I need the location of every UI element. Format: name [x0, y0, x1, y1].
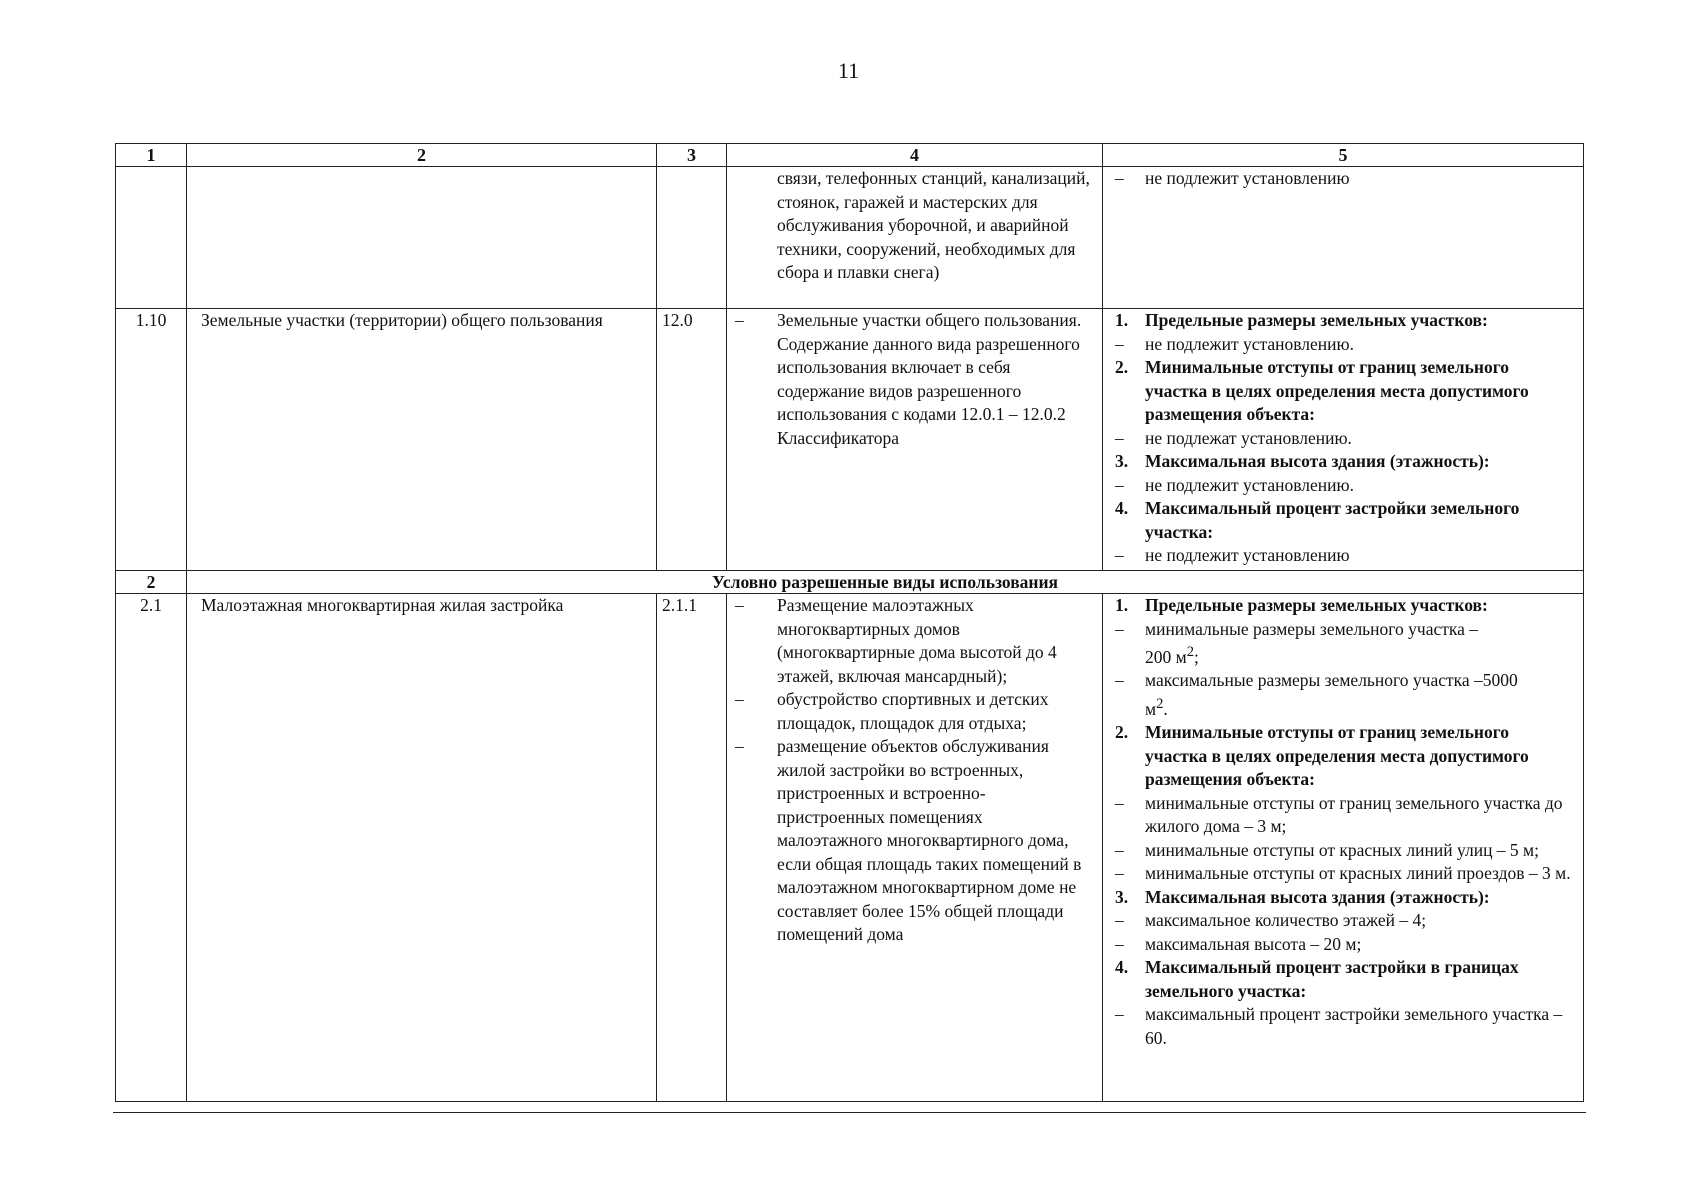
cell-name: Земельные участки (территории) общего пользования	[187, 309, 657, 571]
cell-name	[187, 167, 657, 309]
cell-code	[657, 167, 727, 309]
header-col-5: 5	[1103, 144, 1584, 167]
param-text: максимальное количество этажей – 4;	[1145, 910, 1427, 931]
param-heading-text: Предельные размеры земельных участков:	[1145, 595, 1488, 615]
description-item	[735, 594, 1092, 688]
param-heading	[1115, 594, 1573, 618]
dash-marker: –	[1115, 933, 1124, 954]
table-row-2-1	[116, 594, 1584, 1102]
param-heading-text: Максимальная высота здания (этажность):	[1145, 886, 1490, 907]
dash-marker: –	[1115, 545, 1124, 565]
param-text-main: минимальные размеры земельного участка –	[1145, 618, 1479, 639]
param-item	[1115, 862, 1573, 886]
header-row	[116, 144, 1584, 167]
param-heading	[1115, 497, 1573, 544]
superscript: 2	[1186, 644, 1194, 660]
number-marker: 1.	[1115, 595, 1129, 615]
param-text: минимальные отступы от границ земельного участка до жилого дома – 3 м;	[1145, 792, 1563, 837]
param-item	[1115, 427, 1573, 451]
param-item	[1115, 1003, 1573, 1050]
param-text-tail: .	[1163, 698, 1168, 719]
param-text: минимальные отступы от красных линий проездов – 3 м.	[1145, 863, 1571, 884]
cell-description	[727, 167, 1103, 309]
number-marker: 4.	[1115, 498, 1129, 518]
param-text: не подлежит установлению.	[1145, 333, 1354, 354]
dash-marker: –	[1115, 670, 1124, 691]
description-text: обустройство спортивных и детских площадок, площадок для отдыха;	[777, 689, 1049, 733]
header-col-2: 2	[187, 144, 657, 167]
param-heading	[1115, 450, 1573, 474]
param-item	[1115, 839, 1573, 863]
param-text-main: максимальные размеры земельного участка –5000	[1145, 670, 1518, 691]
dash-marker: –	[1115, 1004, 1124, 1025]
description-text: размещение объектов обслуживания жилой застройки во встроенных, пристроенных и встроенно-пристроенных помещениях малоэтажного многоквартирного дома, если общая площадь таких помещений в малоэтажном многоквартирном доме не составляет более 15% общей площади помещений дома	[777, 736, 1082, 944]
table-row-continuation	[116, 167, 1584, 309]
param-heading-text: Предельные размеры земельных участков:	[1145, 310, 1488, 330]
dash-marker: –	[1115, 792, 1124, 813]
page-number: 11	[837, 58, 860, 83]
cell-name: Малоэтажная многоквартирная жилая застройка	[187, 594, 657, 1102]
param-heading	[1115, 309, 1573, 333]
number-marker: 2.	[1115, 357, 1129, 377]
param-item	[1115, 333, 1573, 357]
dash-marker: –	[1115, 863, 1124, 884]
zoning-table	[115, 143, 1584, 1102]
number-marker: 3.	[1115, 451, 1129, 471]
dash-marker: –	[1115, 618, 1124, 639]
dash-marker: –	[735, 736, 744, 756]
header-col-1: 1	[116, 144, 187, 167]
param-item	[1115, 544, 1573, 568]
param-item	[1115, 669, 1573, 721]
section-number: 2	[116, 571, 187, 594]
cell-code: 12.0	[657, 309, 727, 571]
cell-params	[1103, 167, 1584, 309]
description-text: связи, телефонных станций, канализаций, стоянок, гаражей и мастерских для обслуживания уборочной, и аварийной техники, сооружений, необходимых для сбора и плавки снега)	[777, 168, 1090, 282]
header-col-3: 3	[657, 144, 727, 167]
description-item	[735, 735, 1092, 947]
param-text: максимальный процент застройки земельного участка – 60.	[1145, 1004, 1563, 1048]
dash-marker: –	[1115, 333, 1124, 354]
cell-num: 1.10	[116, 309, 187, 571]
number-marker: 3.	[1115, 886, 1129, 907]
dash-marker: –	[735, 310, 744, 330]
param-item	[1115, 909, 1573, 933]
param-heading-text: Минимальные отступы от границ земельного участка в целях определения места допустимого размещения объекта:	[1145, 357, 1529, 424]
param-text-value: м	[1145, 698, 1157, 719]
description-item	[735, 309, 1092, 450]
param-text: не подлежит установлению	[1145, 168, 1350, 188]
section-title: Условно разрешенные виды использования	[187, 571, 1584, 594]
cell-params	[1103, 309, 1584, 571]
param-heading	[1115, 356, 1573, 427]
param-text: не подлежит установлению.	[1145, 474, 1354, 495]
param-heading-text: Минимальные отступы от границ земельного участка в целях определения места допустимого размещения объекта:	[1145, 722, 1529, 790]
dash-marker: –	[1115, 168, 1124, 188]
cell-description	[727, 309, 1103, 571]
superscript: 2	[1156, 695, 1164, 712]
dash-marker: –	[735, 595, 744, 615]
param-item	[1115, 474, 1573, 498]
dash-marker: –	[1115, 427, 1124, 448]
cell-num	[116, 167, 187, 309]
param-text-value: 200 м	[1145, 646, 1187, 667]
param-text	[1145, 669, 1573, 721]
header-col-4: 4	[727, 144, 1103, 167]
dash-marker: –	[735, 689, 744, 709]
param-item	[1115, 933, 1573, 957]
cell-code: 2.1.1	[657, 594, 727, 1102]
cell-description	[727, 594, 1103, 1102]
param-text	[1145, 618, 1573, 670]
param-heading	[1115, 956, 1573, 1003]
param-text: не подлежит установлению	[1145, 545, 1350, 565]
number-marker: 2.	[1115, 722, 1129, 743]
param-heading-text: Максимальный процент застройки в границах земельного участка:	[1145, 957, 1519, 1001]
param-heading	[1115, 721, 1573, 792]
section-row	[116, 571, 1584, 594]
param-heading-text: Максимальный процент застройки земельного участка:	[1145, 498, 1520, 542]
cell-params	[1103, 594, 1584, 1102]
param-text-tail: ;	[1194, 646, 1199, 667]
description-text: Земельные участки общего пользования. Содержание данного вида разрешенного использования включает в себя содержание видов разрешенного использования с кодами 12.0.1 – 12.0.2 Классификатора	[777, 310, 1082, 448]
dash-marker: –	[1115, 910, 1124, 931]
param-item	[1115, 167, 1573, 191]
param-item	[1115, 792, 1573, 839]
param-text: минимальные отступы от красных линий улиц – 5 м;	[1145, 839, 1539, 860]
number-marker: 1.	[1115, 310, 1129, 330]
description-text: Размещение малоэтажных многоквартирных домов (многоквартирные дома высотой до 4 этажей, включая мансардный);	[777, 595, 1057, 686]
param-heading	[1115, 886, 1573, 910]
number-marker: 4.	[1115, 957, 1129, 978]
dash-marker: –	[1115, 839, 1124, 860]
footer-rule	[113, 1112, 1586, 1113]
param-text: максимальная высота – 20 м;	[1145, 933, 1362, 954]
param-text: не подлежат установлению.	[1145, 427, 1352, 448]
param-heading-text: Максимальная высота здания (этажность):	[1145, 451, 1490, 471]
dash-marker: –	[1115, 474, 1124, 495]
param-item	[1115, 618, 1573, 670]
description-item	[735, 688, 1092, 735]
table-row-1-10	[116, 309, 1584, 571]
cell-num: 2.1	[116, 594, 187, 1102]
